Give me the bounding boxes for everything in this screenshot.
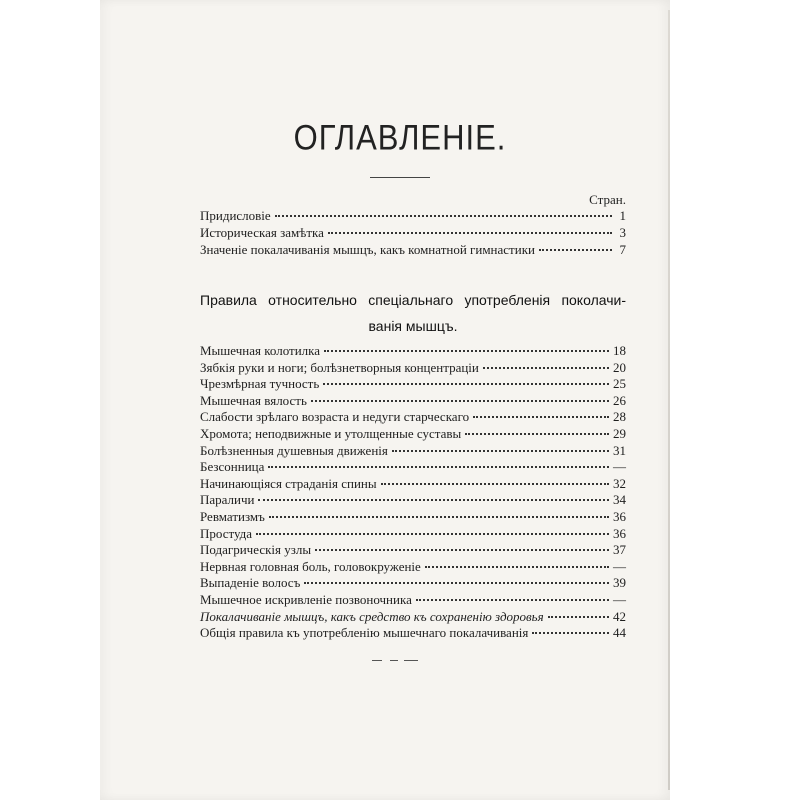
toc-entry [200,592,626,609]
toc-entry-page: 25 [613,376,626,392]
toc-entry-page: 31 [613,442,626,458]
toc-entry [200,476,626,493]
leader-dots [473,412,609,418]
toc-entry-page: 37 [613,542,626,558]
closing-ornament [372,660,432,662]
toc-entry-title: Мышечное искривленіе позвоночника [200,592,412,607]
toc-entry-page: 36 [613,509,626,524]
page-title: ОГЛАВЛЕНІЕ. [293,117,507,158]
toc-entry-title: Мышечная вялость [200,392,307,408]
toc-entry [200,459,626,476]
section-heading-line: ванія мышцъ. [368,318,458,334]
leader-dots [311,396,609,402]
toc-entry-title: Болѣзненныя душевныя движенія [200,442,388,458]
leader-dots [258,495,609,501]
toc-entry-title: Простуда [200,525,253,541]
toc-entry [200,426,626,443]
toc-entry-page: 44 [613,625,626,641]
toc-entry [200,360,626,377]
toc-entry-page: 32 [613,475,626,491]
toc-entry [200,443,626,460]
leader-dots [548,612,609,618]
toc-entry-title: Зябкія руки и ноги; болѣзнетворныя концентраціи [200,359,479,375]
leader-dots [483,363,609,369]
toc-entry-title: Безсонница [200,459,265,475]
toc-entry [200,609,626,626]
toc-entry [200,409,626,426]
toc-entry-title: Подагрическія узлы [200,542,312,558]
toc-entry [200,376,626,393]
leader-dots [425,562,609,568]
section-heading [200,287,626,339]
leader-dots [256,529,609,535]
toc-entry-page: 1 [619,208,626,223]
leader-dots [532,628,609,634]
leader-dots [269,512,609,518]
toc-entry-title: Параличи [200,492,255,508]
toc-entry [200,559,626,576]
toc-entry-page: 26 [613,392,626,408]
leader-dots [323,379,609,385]
leader-dots [315,545,609,551]
leader-dots [275,211,612,217]
toc-entry-title: Чрезмѣрная тучность [200,376,320,392]
toc-entry [200,343,626,360]
toc-entry-title: Нервная головная боль, головокруженіе [200,558,421,574]
leader-dots [324,346,609,352]
title-rule [370,177,430,178]
toc-entry-title: Выпаденіе волосъ [200,575,301,591]
toc-entry-page: 3 [619,225,626,240]
toc-entry [200,225,626,242]
toc-entry-title: Историческая замѣтка [200,225,324,240]
leader-dots [381,479,609,485]
leader-dots [539,245,612,251]
leader-dots [268,462,609,468]
toc-entry-page: 18 [613,343,626,358]
toc-entry [200,492,626,509]
toc-entry-title: Придисловіе [200,208,271,223]
toc-entry-title: Значеніе покалачиванія мышцъ, какъ комнатной гимнастики [200,242,535,257]
toc-entry-page: 29 [613,426,626,441]
toc-entry-page: 20 [613,359,626,375]
toc-entry [200,526,626,543]
page-column-header: Стран. [589,192,626,207]
toc-entry-title: Начинающіяся страданія спины [200,475,377,491]
leader-dots [304,578,609,584]
toc-entry [200,575,626,592]
toc-entry-page: 34 [613,492,626,508]
toc-entry [200,542,626,559]
leader-dots [328,228,612,234]
toc-entry-title: Мышечная колотилка [200,343,321,358]
toc-entry [200,242,626,259]
toc-entry-page: 28 [613,409,626,425]
leader-dots [416,595,609,601]
toc-entry [200,208,626,225]
toc-entry-page: — [613,592,626,607]
toc-entry-title: Покалачиваніе мышцъ, какъ средство къ сохраненію здоровья [200,608,544,624]
section-heading-line: Правила относительно спеціальнаго употребленія поколачи- [200,292,626,308]
toc-entry-title: Слабости зрѣлаго возраста и недуги старческаго [200,409,470,425]
toc-entry-title: Общія правила къ употребленію мышечнаго покалачиванія [200,625,529,641]
toc-entry-page: 42 [613,608,626,624]
toc-entry-page: 39 [613,575,626,591]
toc-entry-title: Ревматизмъ [200,509,265,524]
toc-entry [200,625,626,642]
leader-dots [465,429,609,435]
toc-entry-title: Хромота; неподвижные и утолщенные суставы [200,426,462,441]
toc-entry [200,509,626,526]
toc-entry-page: — [613,558,626,574]
toc-entry-page: 7 [619,242,626,257]
toc-entry-page: 36 [613,525,626,541]
leader-dots [392,446,609,452]
toc-entry-page: — [613,459,626,475]
toc-entry [200,393,626,410]
